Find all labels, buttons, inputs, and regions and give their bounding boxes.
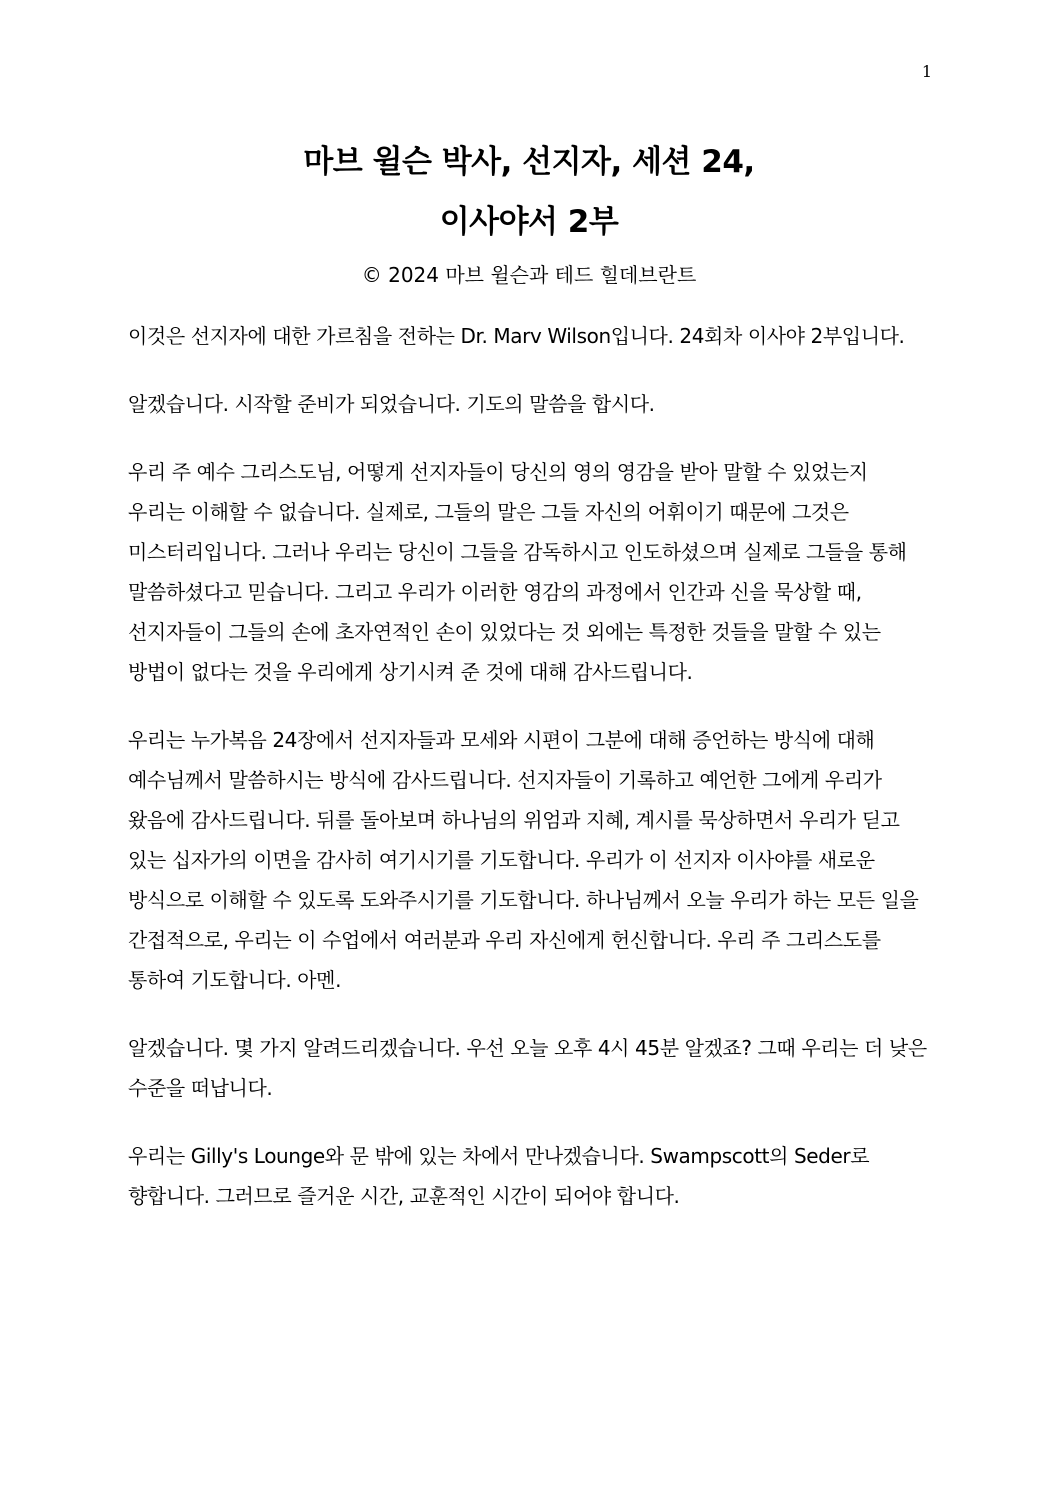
paragraph-prayer-2: 우리는 누가복음 24장에서 선지자들과 모세와 시편이 그분에 대해 증언하는 방식에 대해 예수님께서 말씀하시는 방식에 감사드립니다. 선지자들이 기록하고 예언한 그에게 우리가 왔음에 감사드립니다. 뒤를 돌아보며 하나님의 위엄과 지혜, 계시를 묵상하면서 우리가 딛고 있는 십자가의 이면을 감사히 여기시기를 기도합니다. 우리가 이 선지자 이사야를 새로운 방식으로 이해할 수 있도록 도와주시기를 기도합니다. 하나님께서 오늘 우리가 하는 모든 일을 간접적으로, 우리는 이 수업에서 여러분과 우리 자신에게 헌신합니다. 우리 주 그리스도를 통하여 기도합니다. 아멘. [128, 728, 919, 992]
paragraph-meeting: 우리는 Gilly's Lounge와 문 밖에 있는 차에서 만나겠습니다. Swampscott의 Seder로 향합니다. 그러므로 즐거운 시간, 교훈적인 시간이 되어야 합니다. [128, 1144, 870, 1208]
title-block [0, 132, 1058, 290]
document-title-line-1: 마브 윌슨 박사, 선지자, 세션 24, [303, 144, 755, 180]
copyright-notice: © 2024 마브 윌슨과 테드 힐데브란트 [361, 263, 697, 287]
paragraph-ready: 알겠습니다. 시작할 준비가 되었습니다. 기도의 말씀을 합시다. [128, 392, 655, 416]
page-number: 1 [921, 62, 932, 81]
paragraph-prayer-1: 우리 주 예수 그리스도님, 어떻게 선지자들이 당신의 영의 영감을 받아 말할 수 있었는지 우리는 이해할 수 없습니다. 실제로, 그들의 말은 그들 자신의 어휘이기 때문에 그것은 미스터리입니다. 그러나 우리는 당신이 그들을 감독하시고 인도하셨으며 실제로 그들을 통해 말씀하셨다고 믿습니다. 그리고 우리가 이러한 영감의 과정에서 인간과 신을 묵상할 때, 선지자들이 그들의 손에 초자연적인 손이 있었다는 것 외에는 특정한 것들을 말할 수 있는 방법이 없다는 것을 우리에게 상기시켜 준 것에 대해 감사드립니다. [128, 460, 907, 684]
document-body [128, 316, 930, 1244]
paragraph-intro: 이것은 선지자에 대한 가르침을 전하는 Dr. Marv Wilson입니다. 24회차 이사야 2부입니다. [128, 324, 905, 348]
paragraph-announcements: 알겠습니다. 몇 가지 알려드리겠습니다. 우선 오늘 오후 4시 45분 알겠죠? 그때 우리는 더 낮은 수준을 떠납니다. [128, 1036, 927, 1100]
document-title-line-2: 이사야서 2부 [439, 204, 619, 240]
